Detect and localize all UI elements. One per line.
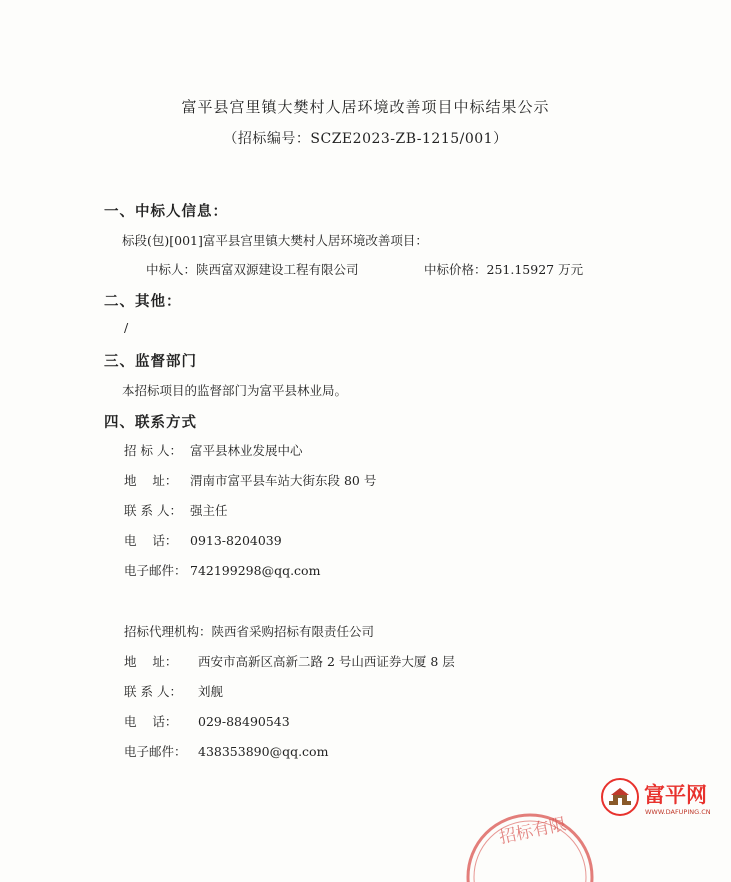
row-value: 刘舰 bbox=[198, 684, 224, 699]
section-4-heading: 四、联系方式 bbox=[104, 415, 197, 431]
row-label: 电子邮件： bbox=[124, 563, 187, 578]
row-value: 西安市高新区高新二路 2 号山西证券大厦 8 层 bbox=[198, 654, 455, 669]
row-label: 招 标 人： bbox=[124, 443, 182, 458]
price-label: 中标价格： bbox=[424, 262, 487, 277]
row-label: 电子邮件： bbox=[124, 744, 187, 759]
svg-text:富平网: 富平网 bbox=[644, 783, 707, 807]
svg-text:招标有限: 招标有限 bbox=[497, 814, 569, 849]
section-3-content: 本招标项目的监督部门为富平县林业局。 bbox=[122, 383, 348, 398]
row-label: 地 址： bbox=[124, 654, 178, 669]
tenderer-phone-row bbox=[124, 531, 282, 549]
row-label: 电 话： bbox=[124, 714, 178, 729]
site-logo-icon bbox=[600, 775, 728, 819]
tenderer-row bbox=[124, 441, 303, 459]
row-label: 联 系 人： bbox=[124, 684, 182, 699]
price-line bbox=[424, 260, 583, 278]
agency-contact-row bbox=[124, 682, 223, 700]
winner-line bbox=[146, 260, 359, 278]
row-value: 0913-8204039 bbox=[190, 533, 282, 548]
tenderer-email-row bbox=[124, 561, 320, 579]
svg-text:WWW.DAFUPING.CN: WWW.DAFUPING.CN bbox=[645, 808, 711, 816]
row-label: 招标代理机构： bbox=[124, 624, 212, 639]
page-title: 富平县宫里镇大樊村人居环境改善项目中标结果公示 bbox=[181, 98, 550, 116]
section-2-heading: 二、其他： bbox=[104, 294, 182, 310]
tender-number: （招标编号：SCZE2023-ZB-1215/001） bbox=[223, 131, 508, 147]
row-value: 陕西省采购招标有限责任公司 bbox=[211, 624, 375, 639]
section-1-heading: 一、中标人信息： bbox=[104, 204, 228, 220]
section-3-heading: 三、监督部门 bbox=[104, 354, 197, 370]
official-seal-icon bbox=[455, 782, 605, 882]
agency-phone-row bbox=[124, 712, 290, 730]
row-value: 438353890@qq.com bbox=[198, 744, 329, 759]
tenderer-address-row bbox=[124, 471, 376, 489]
winner-label: 中标人： bbox=[146, 262, 197, 277]
agency-email-row bbox=[124, 742, 328, 760]
row-label: 电 话： bbox=[124, 533, 178, 548]
row-value: 富平县林业发展中心 bbox=[190, 443, 303, 458]
row-value: 029-88490543 bbox=[198, 714, 290, 729]
winner-name: 陕西富双源建设工程有限公司 bbox=[196, 262, 359, 277]
row-value: 渭南市富平县车站大街东段 80 号 bbox=[190, 473, 377, 488]
tenderer-contact-row bbox=[124, 501, 228, 519]
row-label: 联 系 人： bbox=[124, 503, 182, 518]
row-label: 地 址： bbox=[124, 473, 178, 488]
row-value: 强主任 bbox=[190, 503, 228, 518]
price-value: 251.15927 万元 bbox=[486, 262, 584, 277]
agency-row bbox=[124, 622, 374, 640]
section-2-content: / bbox=[124, 320, 129, 335]
site-logo bbox=[600, 775, 728, 819]
row-value: 742199298@qq.com bbox=[190, 563, 321, 578]
lot-line: 标段(包)[001]富平县宫里镇大樊村人居环境改善项目： bbox=[122, 233, 428, 248]
agency-address-row bbox=[124, 652, 455, 670]
